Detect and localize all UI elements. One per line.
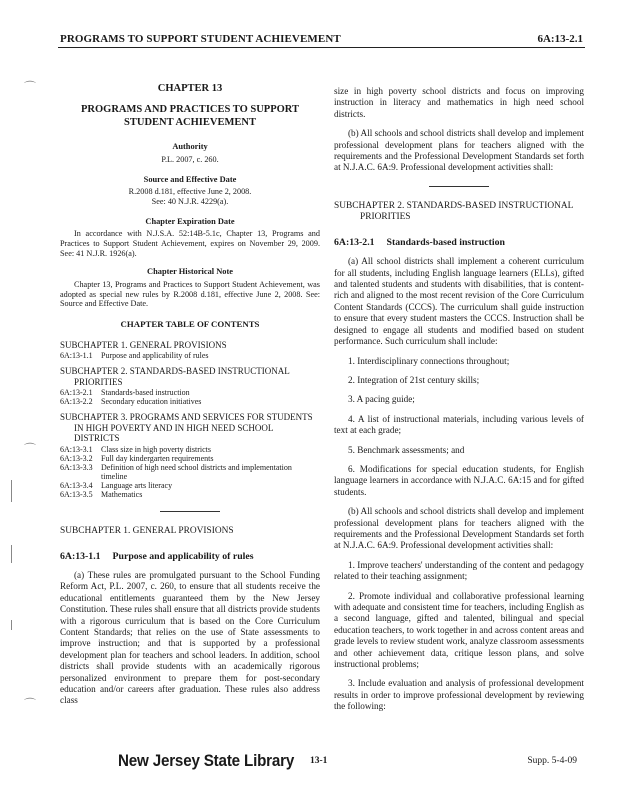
chapter-title: PROGRAMS AND PRACTICES TO SUPPORT STUDENT ACHIEVEMENT [80,104,300,128]
library-logo: New Jersey State Library [118,752,295,770]
supplement-date: Supp. 5-4-09 [527,756,577,766]
toc-item-label: Standards-based instruction [101,388,190,398]
toc-subchapter: SUBCHAPTER 3. PROGRAMS AND SERVICES FOR STUDENTS IN HIGH POVERTY AND IN HIGH NEED SCHOOL DISTRICTS [60,412,313,444]
section-title: Standards-based instruction [386,236,505,248]
header-rule [58,47,585,48]
toc-subchapter: SUBCHAPTER 1. GENERAL PROVISIONS [60,339,227,350]
running-header-title: PROGRAMS TO SUPPORT STUDENT ACHIEVEMENT [60,33,341,45]
toc-item-label: Full day kindergarten requirements [101,453,214,463]
source-text [60,187,320,207]
list-item: 2. Integration of 21st century skills; [348,374,480,385]
list-item: 4. A list of instructional materials, including various levels of text at each grade; [334,413,584,436]
toc-item [60,388,320,397]
table-of-contents [60,340,320,499]
toc-item-label: Purpose and applicability of rules [101,351,209,361]
margin-line-mark [11,620,12,630]
toc-item-label: Class size in high poverty districts [101,444,211,454]
source-line: See: 40 N.J.R. 4229(a). [151,196,229,206]
toc-item [60,463,320,481]
source-line: R.2008 d.181, effective June 2, 2008. [128,187,252,197]
toc-subchapter: SUBCHAPTER 2. STANDARDS-BASED INSTRUCTIONAL PRIORITIES [60,366,290,387]
section-heading [334,237,584,248]
list-item: 3. A pacing guide; [348,394,415,405]
toc-item-number: 6A:13-1.1 [60,351,93,361]
toc-item-number: 6A:13-3.5 [60,489,93,499]
section-title: Purpose and applicability of rules [112,550,254,562]
history-heading: Chapter Historical Note [147,267,233,277]
section-number: 6A:13-1.1 [60,550,101,562]
left-column [60,68,320,715]
toc-item-label: Mathematics [101,489,143,499]
toc-item-label: Secondary education initiatives [101,397,202,407]
toc-item [60,454,320,463]
paragraph: (a) These rules are promulgated pursuant to the School Funding Reform Act, P.L. 2007, c. 260, to ensure that all students receive the educational entitlements guaranteed them by the New Jersey Constitution. These rules shall ensure that all districts provide students with a rigorous curriculum that is based on the Core Curriculum Content Standards; that relies on the use of State assessments to improve instruction; and that is supported by a professional development plan for teachers and school leaders. In addition, school districts shall provide students with an academically rigorous personalized environment to prepare them for post-secondary education and/or careers after graduation. These rules also address class [60,570,320,706]
source-heading: Source and Effective Date [143,174,237,184]
list-item: 1. Improve teachers' understanding of the content and pedagogy related to their teaching assignment; [334,559,584,582]
toc-heading: CHAPTER TABLE OF CONTENTS [120,319,260,330]
toc-item [60,445,320,454]
history-text: Chapter 13, Programs and Practices to Support Student Achievement, was adopted as special new rules by R.2008 d.181, effective June 2, 2008. See: Source and Effective Date. [60,279,320,309]
toc-item [60,481,320,490]
running-header-code: 6A:13-2.1 [537,33,583,45]
toc-item [60,490,320,499]
subchapter-heading: SUBCHAPTER 1. GENERAL PROVISIONS [60,525,234,536]
paragraph: (b) All schools and school districts shall develop and implement professional development plans for teachers aligned with the requirements and the Professional Development Standards set forth at N.J.A.C. 6A:9. Professional development activities shall: [334,506,584,551]
section-heading [60,551,320,562]
section-number: 6A:13-2.1 [334,236,375,248]
expiration-heading: Chapter Expiration Date [145,216,235,226]
toc-item-label: Language arts literacy [101,480,173,490]
toc-item-number: 6A:13-2.1 [60,388,93,398]
toc-item-number: 6A:13-2.2 [60,397,93,407]
paragraph: (b) All schools and school districts shall develop and implement professional development plans for teachers aligned with the requirements and the Professional Development Standards set forth at N.J.A.C. 6A:9. Professional development activities shall: [334,128,584,173]
list-item: 3. Include evaluation and analysis of professional development results in order to improve professional development by reviewing the following: [334,678,584,712]
list-item: 2. Promote individual and collaborative professional learning with adequate and consistent time for teachers, including English as a second language, gifted and talented, bilingual and special education teachers, to work together in and across content areas and grade levels to review student work, analyze classroom assessments and other achievement data, critique lesson plans, and solve instructional problems; [334,590,584,670]
toc-item-number: 6A:13-3.1 [60,444,93,454]
page-number: 13-1 [310,756,328,766]
authority-heading: Authority [172,142,208,152]
margin-curl-mark: ⌒ [24,80,37,94]
margin-line-mark [11,545,12,563]
paragraph: (a) All school districts shall implement a coherent curriculum for all students, including English language learners (ELLs), gifted and talented students and students with disabilities, that is content-rich and aligned to the most recent revision of the Core Curriculum Content Standards (CCCS). The curriculum shall guide instruction to ensure that every student masters the CCCS. Instruction shall be designed to engage all students and modified based on student performance. Such curriculum shall include: [334,256,584,347]
expiration-text: In accordance with N.J.S.A. 52:14B-5.1c, Chapter 13, Programs and Practices to Support Student Achievement, expires on November 29, 2009. See: 41 N.J.R. 1926(a). [60,229,320,258]
toc-item-number: 6A:13-3.4 [60,480,93,490]
toc-item-number: 6A:13-3.3 [60,462,93,472]
toc-item-label: Definition of high need school districts and implementation timeline [101,462,292,481]
section-separator [429,186,489,187]
list-item: 5. Benchmark assessments; and [348,444,465,455]
section-separator [160,511,220,512]
right-column [334,86,584,721]
authority-text: P.L. 2007, c. 260. [161,154,219,164]
toc-item [60,397,320,406]
toc-item-number: 6A:13-3.2 [60,453,93,463]
subchapter-heading: SUBCHAPTER 2. STANDARDS-BASED INSTRUCTIONAL PRIORITIES [334,200,574,222]
list-item: 1. Interdisciplinary connections throughout; [348,355,510,366]
margin-curl-mark: ⌒ [24,442,37,456]
list-item: 6. Modifications for special education students, for English language learners in accordance with N.J.A.C. 6A:15 and for gifted students. [334,463,584,497]
margin-line-mark [11,480,12,502]
margin-curl-mark: ⌒ [24,697,37,711]
chapter-number: CHAPTER 13 [157,83,223,94]
paragraph-continued: size in high poverty school districts and focus on improving instruction in literacy and mathematics in high need school districts. [334,86,584,119]
toc-item [60,351,320,360]
